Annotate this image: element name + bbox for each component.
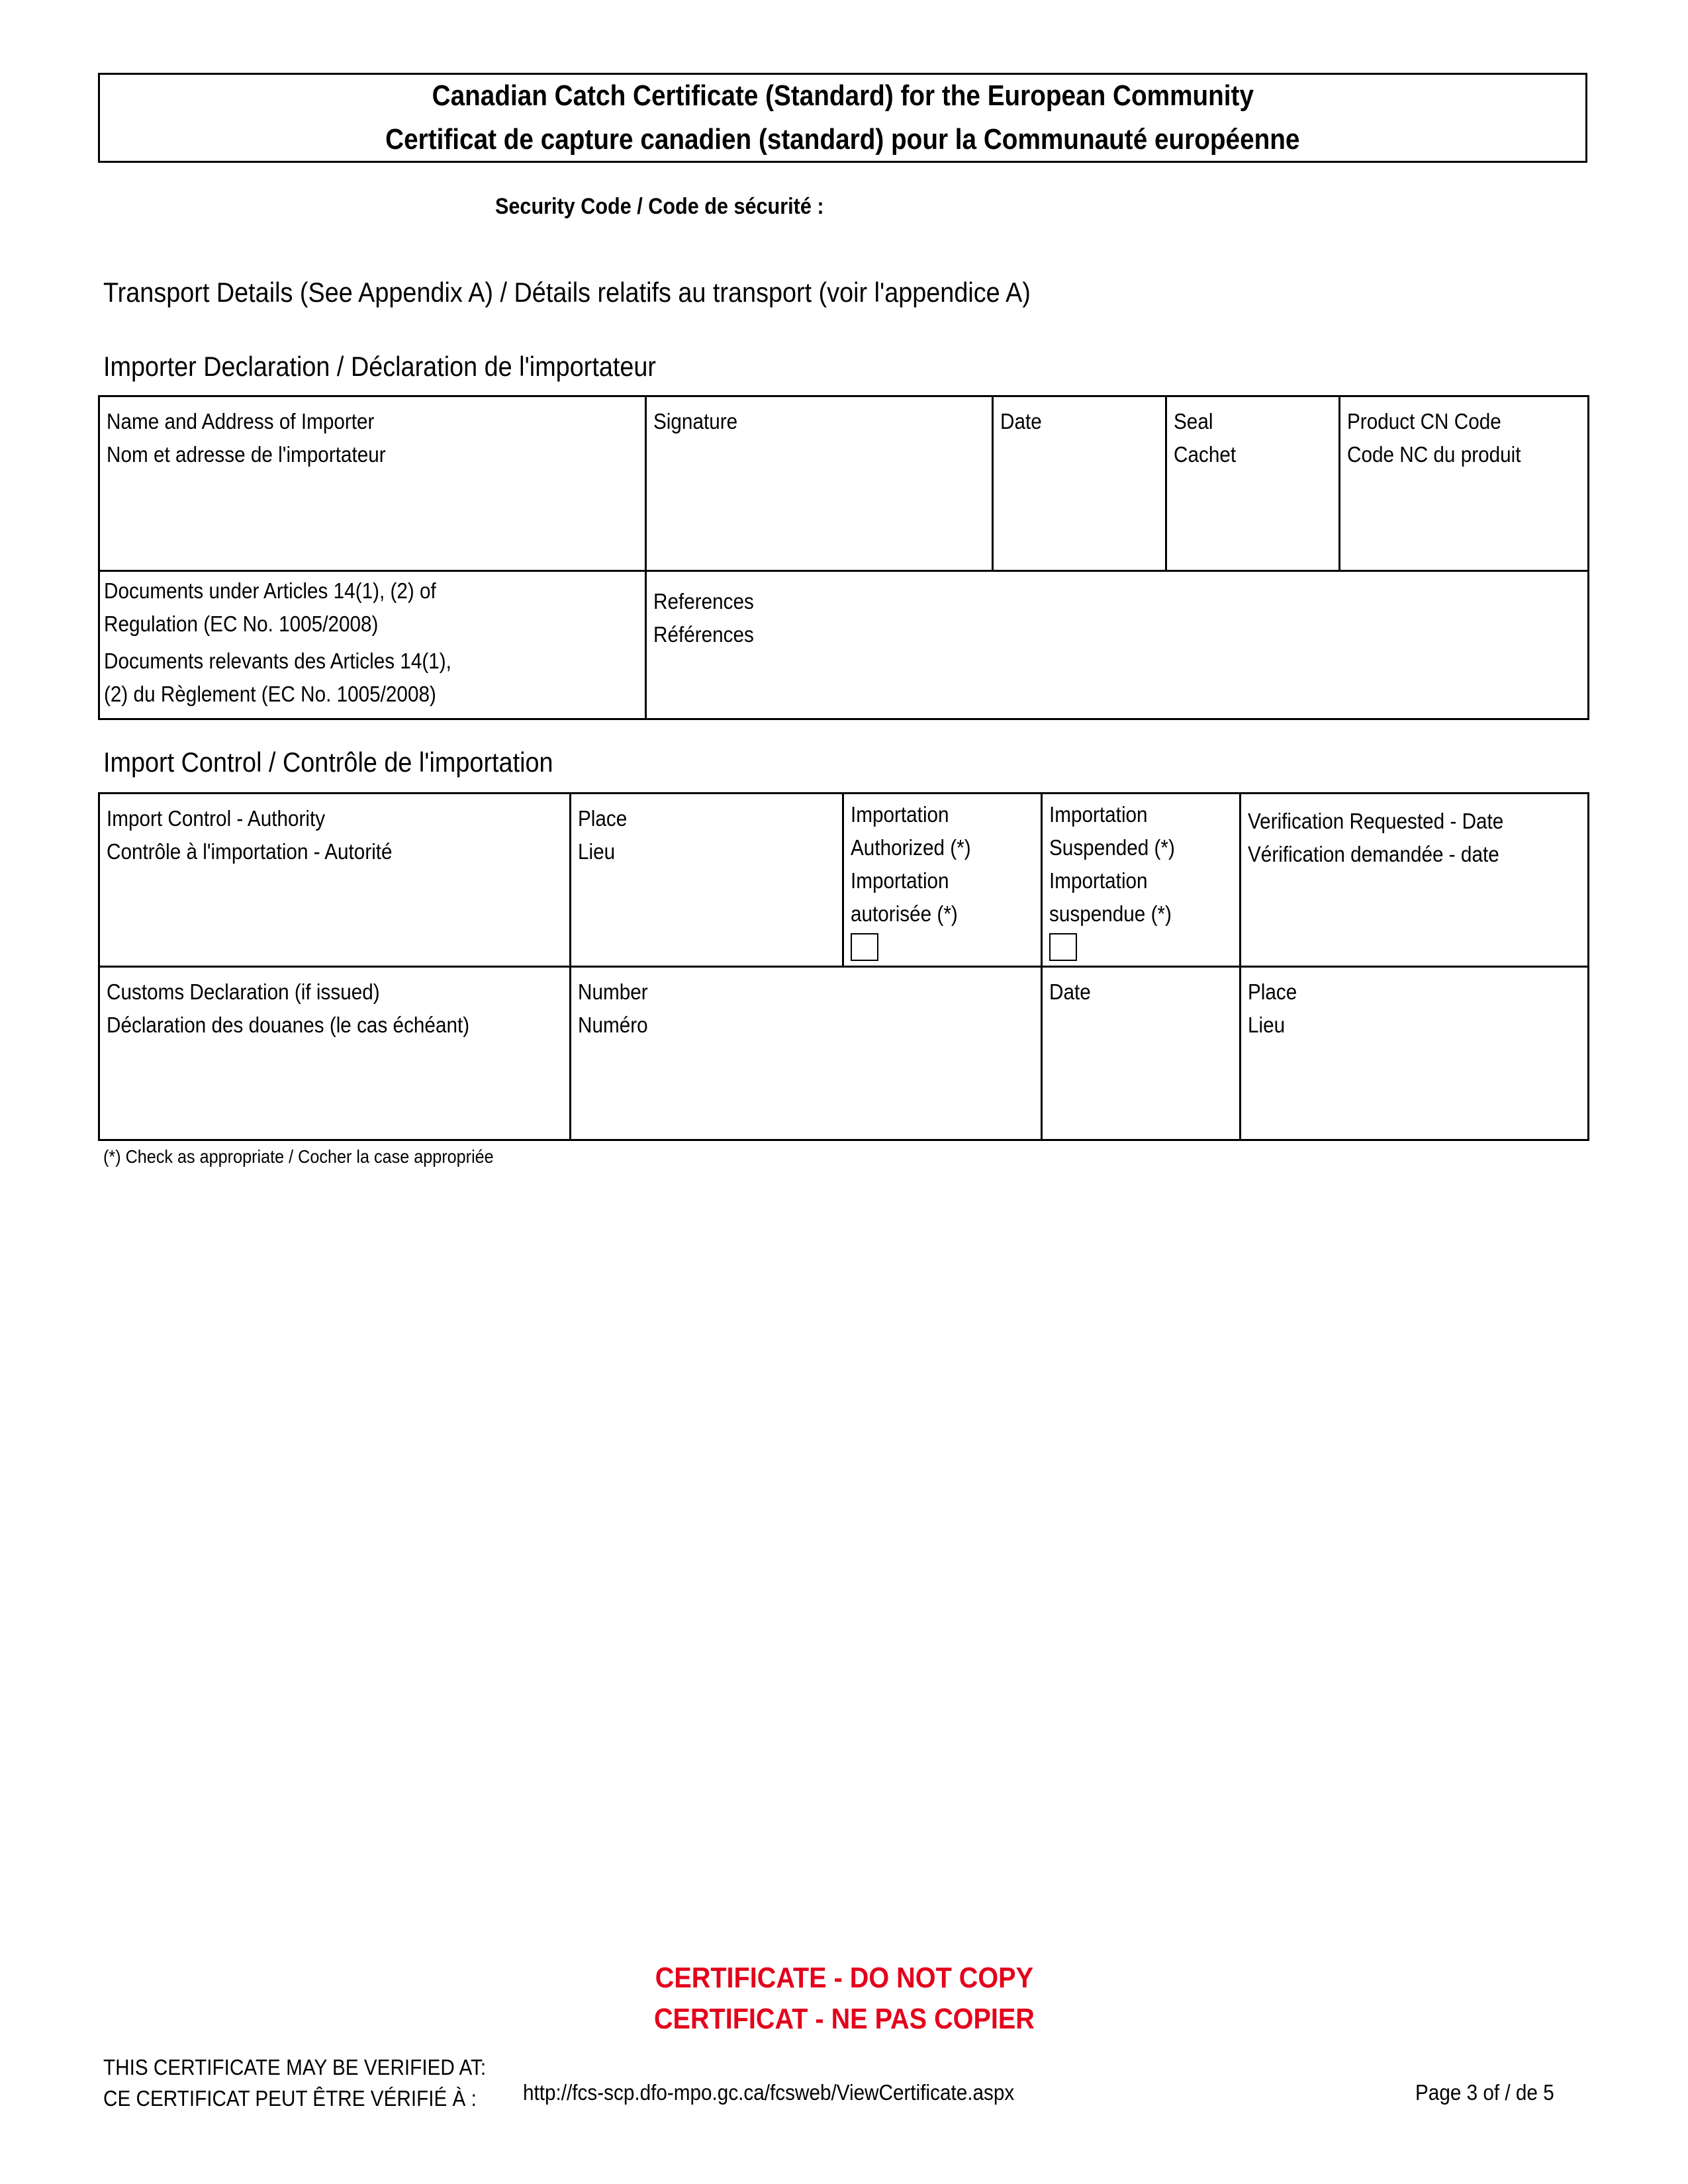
authorized-checkbox[interactable] (851, 933, 878, 961)
authorized-label-2: Authorized (*) (851, 835, 971, 860)
importer-declaration-table (98, 395, 1589, 720)
number-label-en: Number (578, 979, 648, 1004)
docs-label-fr-1: Documents relevants des Articles 14(1), (104, 649, 451, 673)
verification-requested-cell[interactable] (1241, 794, 1589, 967)
authority-label-fr: Contrôle à l'importation - Autorité (107, 839, 393, 864)
warning-en: CERTIFICATE - DO NOT COPY (655, 1962, 1033, 1994)
seal-label-fr: Cachet (1174, 442, 1237, 467)
security-code-label: Security Code / Code de sécurité : (495, 194, 824, 219)
references-label-en: References (653, 589, 754, 614)
importation-authorized-cell (843, 794, 1042, 967)
cn-code-label-en: Product CN Code (1347, 409, 1501, 433)
customs-date-cell[interactable] (1042, 967, 1241, 1140)
docs-label-fr-2: (2) du Règlement (EC No. 1005/2008) (104, 682, 436, 706)
verify-text-fr: CE CERTIFICAT PEUT ÊTRE VÉRIFIÉ À : (103, 2086, 477, 2111)
customs-declaration-cell[interactable] (99, 967, 571, 1140)
number-label-fr: Numéro (578, 1013, 648, 1037)
importer-name-label-en: Name and Address of Importer (107, 409, 375, 433)
verification-label-fr: Vérification demandée - date (1248, 842, 1499, 866)
seal-label-en: Seal (1174, 409, 1213, 433)
customs-date-label: Date (1049, 979, 1091, 1004)
customs-place-cell[interactable] (1241, 967, 1589, 1140)
importer-signature-cell[interactable] (646, 396, 993, 571)
import-control-table (98, 792, 1589, 1141)
warning-fr: CERTIFICAT - NE PAS COPIER (653, 2003, 1035, 2035)
certificate-title-box (98, 73, 1587, 163)
importer-date-cell[interactable] (993, 396, 1166, 571)
customs-label-en: Customs Declaration (if issued) (107, 979, 380, 1004)
importation-suspended-cell (1042, 794, 1241, 967)
title-french: Certificat de capture canadien (standard) pour la Communauté européenne (385, 123, 1300, 156)
date-label: Date (1000, 409, 1042, 433)
suspended-label-4: suspendue (*) (1049, 901, 1172, 926)
suspended-label-1: Importation (1049, 802, 1148, 827)
place-label-fr: Lieu (578, 839, 616, 864)
verify-text-en: THIS CERTIFICATE MAY BE VERIFIED AT: (103, 2055, 487, 2079)
importer-name-address-cell[interactable] (99, 396, 646, 571)
import-place-cell[interactable] (571, 794, 843, 967)
importer-seal-cell[interactable] (1166, 396, 1340, 571)
authorized-label-3: Importation (851, 868, 949, 893)
import-control-heading: Import Control / Contrôle de l'importation (103, 747, 553, 778)
suspended-label-2: Suspended (*) (1049, 835, 1175, 860)
title-english: Canadian Catch Certificate (Standard) for the European Community (432, 79, 1254, 112)
importer-declaration-heading: Importer Declaration / Déclaration de l'importateur (103, 351, 656, 382)
verify-url-link[interactable]: http://fcs-scp.dfo-mpo.gc.ca/fcsweb/ViewCertificate.aspx (523, 2080, 1015, 2105)
import-authority-cell[interactable] (99, 794, 571, 967)
authority-label-en: Import Control - Authority (107, 806, 326, 831)
customs-label-fr: Déclaration des douanes (le cas échéant) (107, 1013, 470, 1037)
cn-code-label-fr: Code NC du produit (1347, 442, 1521, 467)
docs-label-en-2: Regulation (EC No. 1005/2008) (104, 612, 379, 636)
suspended-checkbox[interactable] (1049, 933, 1077, 961)
references-cell[interactable] (646, 571, 1589, 719)
references-label-fr: Références (653, 622, 754, 647)
documents-articles-cell (99, 571, 646, 719)
authorized-label-1: Importation (851, 802, 949, 827)
place-label-en: Place (578, 806, 628, 831)
verification-label-en: Verification Requested - Date (1248, 809, 1504, 833)
customs-place-label-fr: Lieu (1248, 1013, 1286, 1037)
customs-number-cell[interactable] (571, 967, 1042, 1140)
signature-label: Signature (653, 409, 738, 433)
product-cn-code-cell[interactable] (1340, 396, 1589, 571)
checkbox-footnote: (*) Check as appropriate / Cocher la case appropriée (103, 1146, 494, 1167)
transport-details-heading: Transport Details (See Appendix A) / Détails relatifs au transport (voir l'appendice A) (103, 277, 1031, 308)
importer-name-label-fr: Nom et adresse de l'importateur (107, 442, 386, 467)
suspended-label-3: Importation (1049, 868, 1148, 893)
customs-place-label-en: Place (1248, 979, 1297, 1004)
authorized-label-4: autorisée (*) (851, 901, 958, 926)
page-number: Page 3 of / de 5 (1415, 2080, 1554, 2105)
docs-label-en-1: Documents under Articles 14(1), (2) of (104, 578, 436, 603)
